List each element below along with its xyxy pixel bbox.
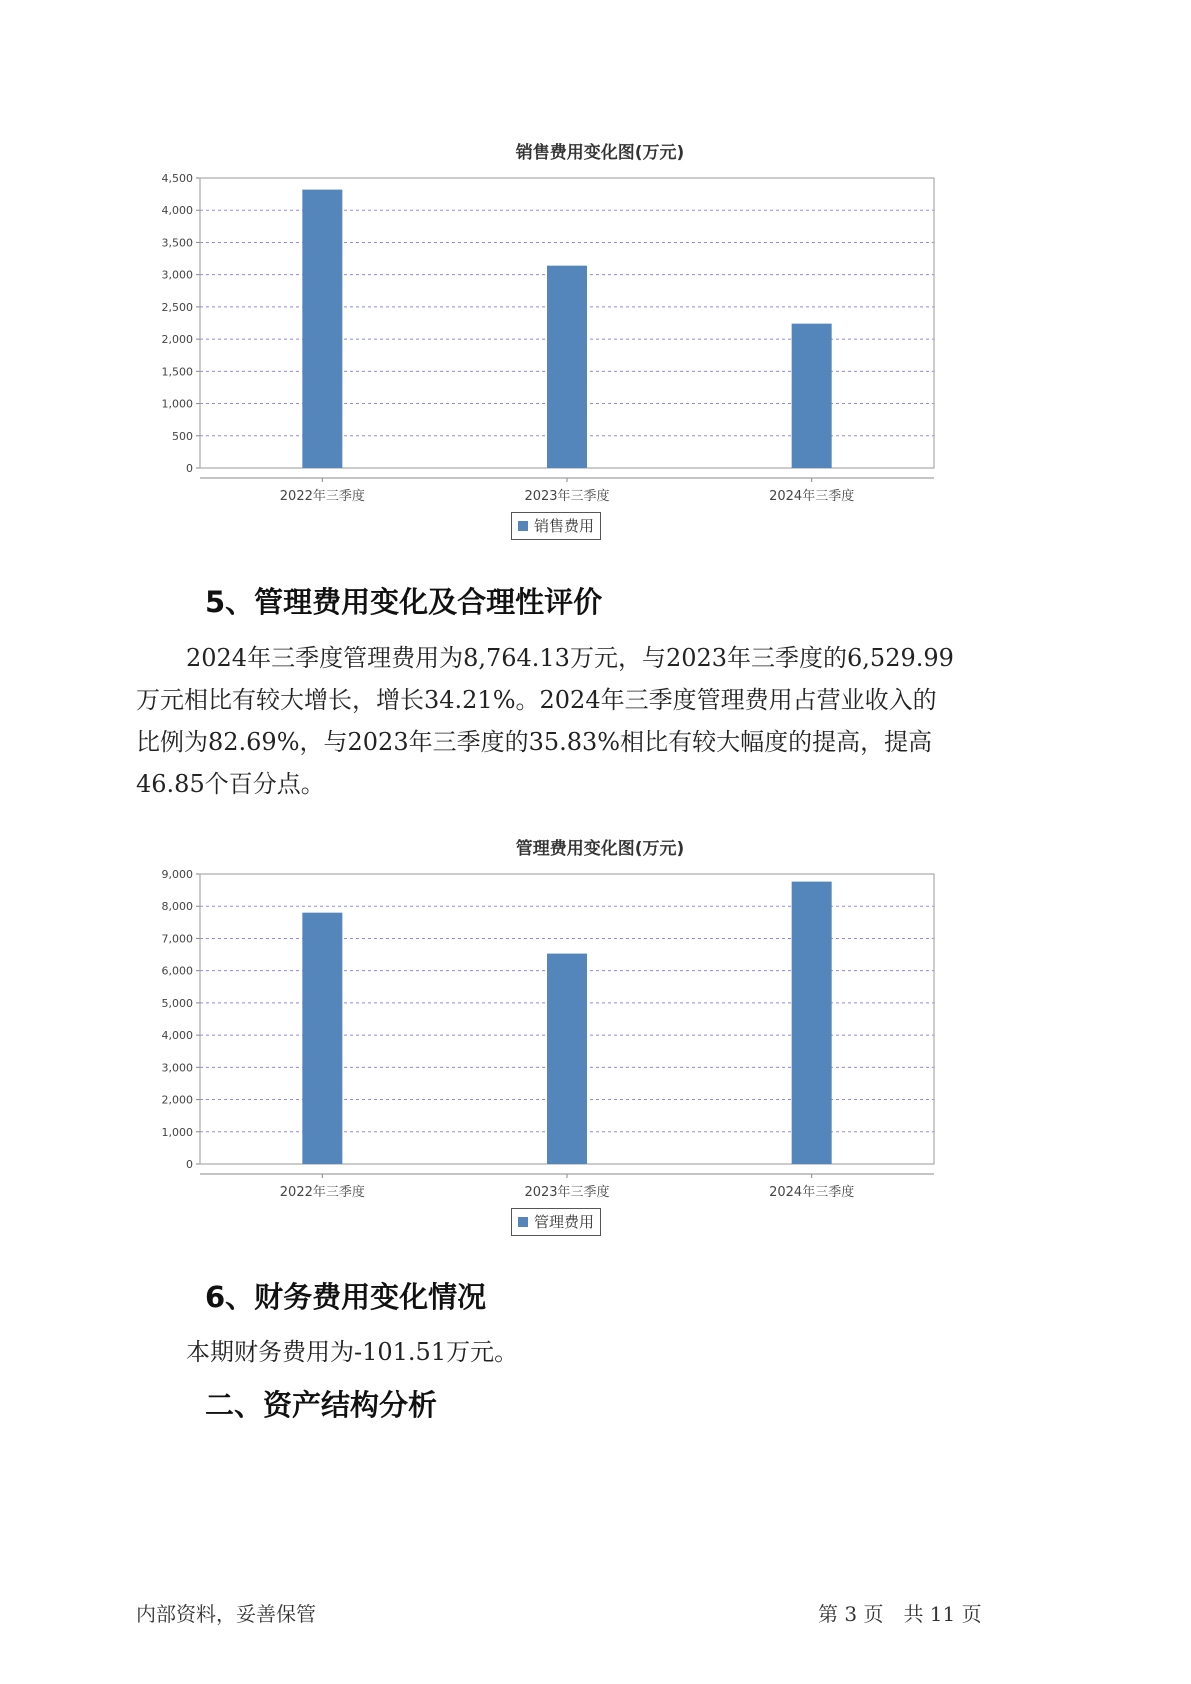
section-6-text: 本期财务费用为-101.51万元。 xyxy=(186,1338,519,1366)
y-tick-label: 1,000 xyxy=(161,1125,193,1139)
y-tick-label: 4,000 xyxy=(161,204,193,218)
section-two-heading: 二、资产结构分析 xyxy=(205,1388,438,1422)
y-tick-label: 6,000 xyxy=(161,964,193,978)
x-tick-label: 2024年三季度 xyxy=(769,1185,855,1200)
footer-confidential: 内部资料，妥善保管 xyxy=(136,1602,316,1626)
y-tick-label: 5,000 xyxy=(161,996,193,1010)
legend-label: 销售费用 xyxy=(534,517,595,535)
x-tick-label: 2023年三季度 xyxy=(524,1185,610,1200)
bar xyxy=(302,190,342,468)
chart-svg xyxy=(161,130,1030,550)
x-tick-label: 2022年三季度 xyxy=(279,1185,365,1200)
x-tick-label: 2024年三季度 xyxy=(769,489,855,504)
y-tick-label: 2,000 xyxy=(161,333,193,347)
bar xyxy=(792,882,832,1164)
chart-title: 管理费用变化图(万元) xyxy=(515,839,685,859)
y-tick-label: 2,000 xyxy=(161,1093,193,1107)
y-tick-label: 2,500 xyxy=(161,300,193,314)
legend xyxy=(511,512,601,540)
y-tick-label: 3,000 xyxy=(161,1061,193,1075)
y-tick-label: 1,000 xyxy=(161,397,193,411)
chart-svg xyxy=(161,826,1030,1246)
paragraph-line: 2024年三季度管理费用为8,764.13万元，与2023年三季度的6,529.99 xyxy=(186,644,954,672)
legend xyxy=(511,1208,601,1236)
paragraph-line: 万元相比有较大增长，增长34.21%。2024年三季度管理费用占营业收入的 xyxy=(136,686,937,714)
legend-label: 管理费用 xyxy=(534,1213,595,1231)
y-tick-label: 3,000 xyxy=(161,268,193,282)
y-tick-label: 3,500 xyxy=(161,236,193,250)
legend-swatch xyxy=(518,521,528,531)
sales-expense-chart xyxy=(161,130,1030,550)
admin-expense-chart xyxy=(161,826,1030,1246)
paragraph-line: 46.85个百分点。 xyxy=(136,770,325,798)
footer-page-number: 第 3 页 共 11 页 xyxy=(818,1602,982,1626)
y-tick-label: 0 xyxy=(186,1158,193,1171)
y-tick-label: 0 xyxy=(186,462,193,475)
legend-swatch xyxy=(518,1217,528,1227)
y-tick-label: 9,000 xyxy=(161,868,193,881)
bar xyxy=(547,954,587,1164)
section-6-heading: 6、财务费用变化情况 xyxy=(205,1280,487,1314)
y-tick-label: 500 xyxy=(172,429,193,443)
bar xyxy=(302,913,342,1164)
y-tick-label: 4,500 xyxy=(161,172,193,185)
bar xyxy=(792,324,832,468)
section-5-heading: 5、管理费用变化及合理性评价 xyxy=(205,585,603,619)
y-tick-label: 7,000 xyxy=(161,932,193,946)
y-tick-label: 8,000 xyxy=(161,900,193,914)
y-tick-label: 4,000 xyxy=(161,1029,193,1043)
x-tick-label: 2022年三季度 xyxy=(279,489,365,504)
paragraph-line: 比例为82.69%，与2023年三季度的35.83%相比有较大幅度的提高，提高 xyxy=(136,728,933,756)
x-tick-label: 2023年三季度 xyxy=(524,489,610,504)
chart-title: 销售费用变化图(万元) xyxy=(515,143,685,163)
bar xyxy=(547,266,587,468)
y-tick-label: 1,500 xyxy=(161,365,193,379)
